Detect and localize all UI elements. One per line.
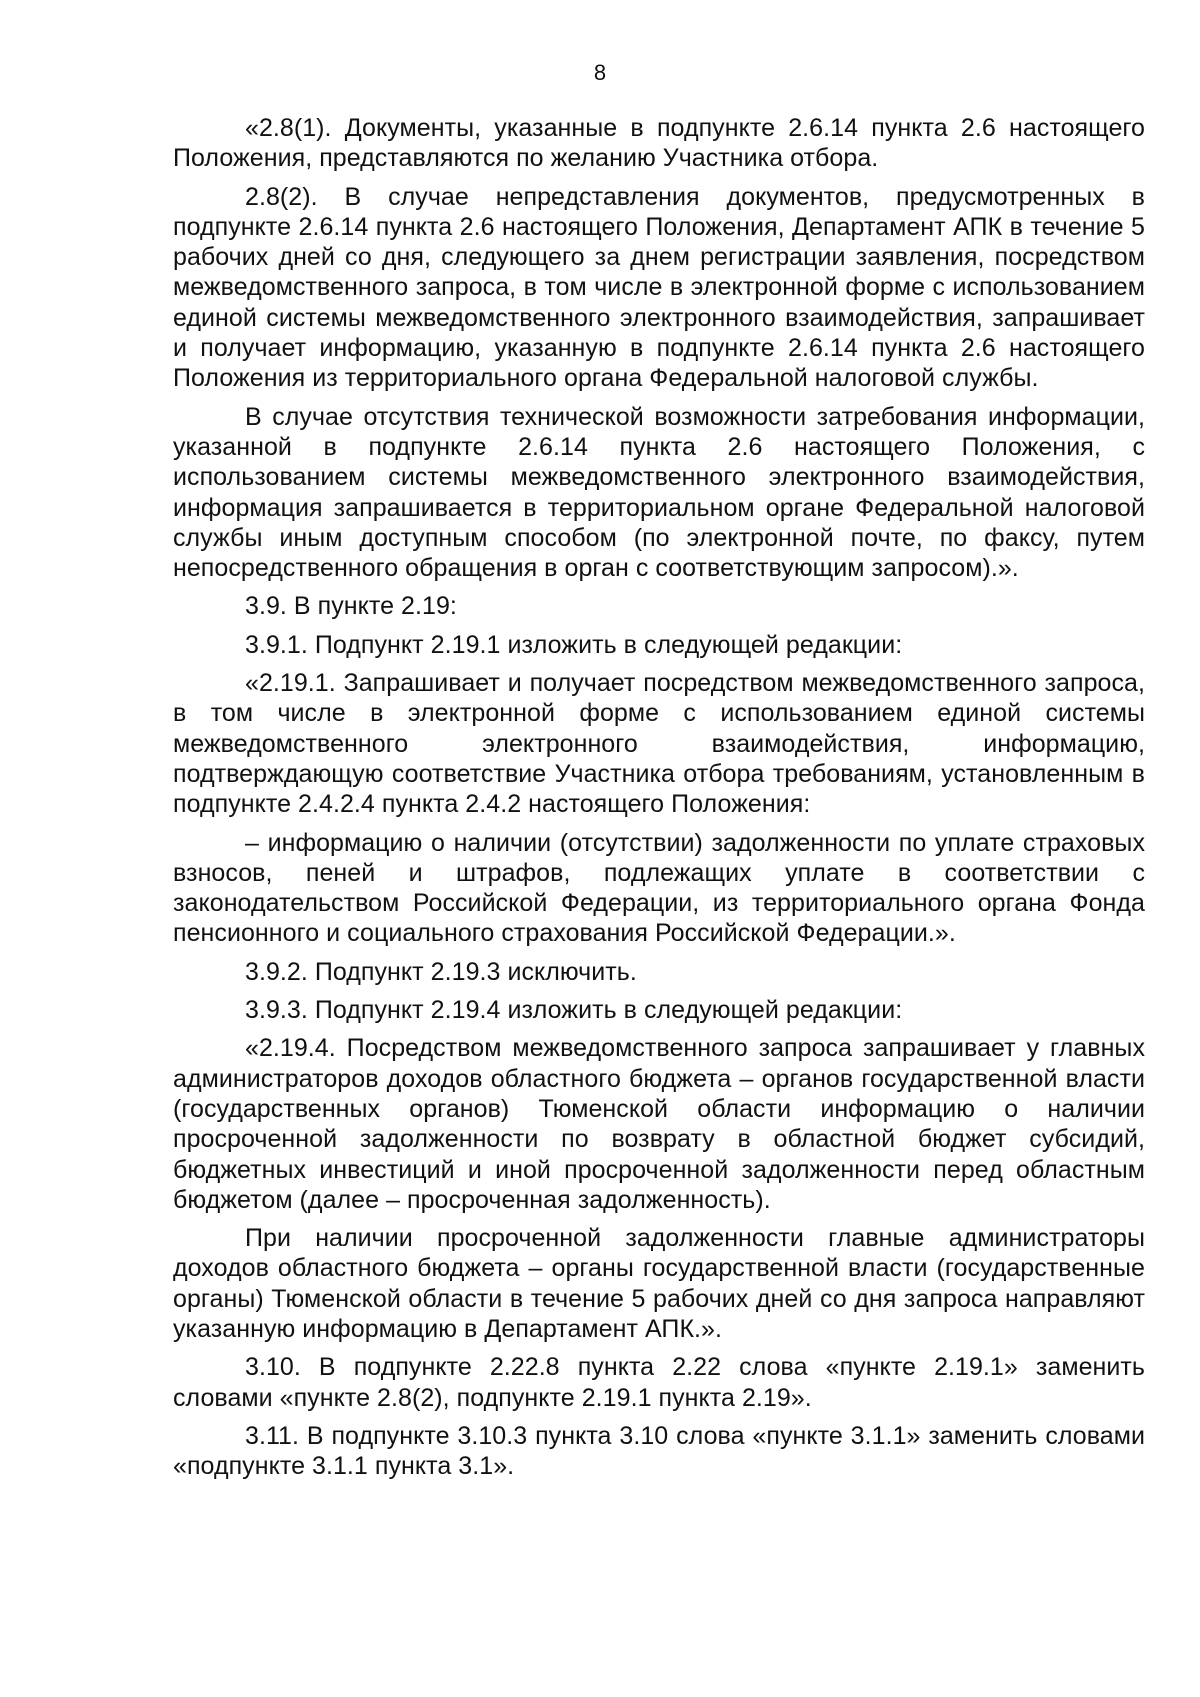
paragraph: 3.9. В пункте 2.19:: [245, 592, 457, 621]
page-number: 8: [593, 60, 607, 85]
paragraph: 2.8(2). В случае непредставления документов, предусмотренных в подпункте 2.6.14 пункта 2.6 настоящего Положения, Департамент АПК в течение 5 рабочих дней со дня, следующего за днем регистрации заявления, посредством межведомственного запроса, в том числе в электронной форме с использованием единой системы межведомственного электронного взаимодействия, запрашивает и получает информацию, указанную в подпункте 2.6.14 пункта 2.6 настоящего Положения из территориального органа Федеральной налоговой службы.: [173, 182, 1145, 393]
paragraph: 3.9.3. Подпункт 2.19.4 изложить в следующей редакции:: [245, 996, 903, 1025]
paragraph: «2.19.1. Запрашивает и получает посредством межведомственного запроса, в том числе в электронной форме с использованием единой системы межведомственного электронного взаимодействия, информацию, подтверждающую соответствие Участника отбора требованиям, установленным в подпункте 2.4.2.4 пункта 2.4.2 настоящего Положения:: [173, 669, 1145, 819]
paragraph: – информацию о наличии (отсутствии) задолженности по уплате страховых взносов, пеней и штрафов, подлежащих уплате в соответствии с законодательством Российской Федерации, из территориального органа Фонда пенсионного и социального страхования Российской Федерации.».: [173, 828, 1145, 948]
paragraph: При наличии просроченной задолженности главные администраторы доходов областного бюджета – органы государственной власти (государственные органы) Тюменской области в течение 5 рабочих дней со дня запроса направляют указанную информацию в Департамент АПК.».: [173, 1224, 1145, 1343]
paragraph: 3.9.2. Подпункт 2.19.3 исключить.: [245, 957, 637, 986]
paragraph: 3.10. В подпункте 2.22.8 пункта 2.22 слова «пункте 2.19.1» заменить словами «пункте 2.8(2), подпункте 2.19.1 пункта 2.19».: [173, 1353, 1145, 1412]
paragraph: «2.8(1). Документы, указанные в подпункте 2.6.14 пункта 2.6 настоящего Положения, представляются по желанию Участника отбора.: [173, 114, 1145, 173]
paragraph: 3.9.1. Подпункт 2.19.1 изложить в следующей редакции:: [245, 630, 903, 659]
paragraph: 3.11. В подпункте 3.10.3 пункта 3.10 слова «пункте 3.1.1» заменить словами «подпункте 3.1.1 пункта 3.1».: [173, 1421, 1145, 1481]
paragraph: «2.19.4. Посредством межведомственного запроса запрашивает у главных администраторов доходов областного бюджета – органов государственной власти (государственных органов) Тюменской области информацию о наличии просроченной задолженности по возврату в областной бюджет субсидий, бюджетных инвестиций и иной просроченной задолженности перед областным бюджетом (далее – просроченная задолженность).: [173, 1034, 1145, 1214]
paragraph: В случае отсутствия технической возможности затребования информации, указанной в подпункте 2.6.14 пункта 2.6 настоящего Положения, с использованием системы межведомственного электронного взаимодействия, информация запрашивается в территориальном органе Федеральной налоговой службы иным доступным способом (по электронной почте, по факсу, путем непосредственного обращения в орган с соответствующим запросом).».: [173, 402, 1145, 583]
document-body: [173, 113, 1145, 1489]
